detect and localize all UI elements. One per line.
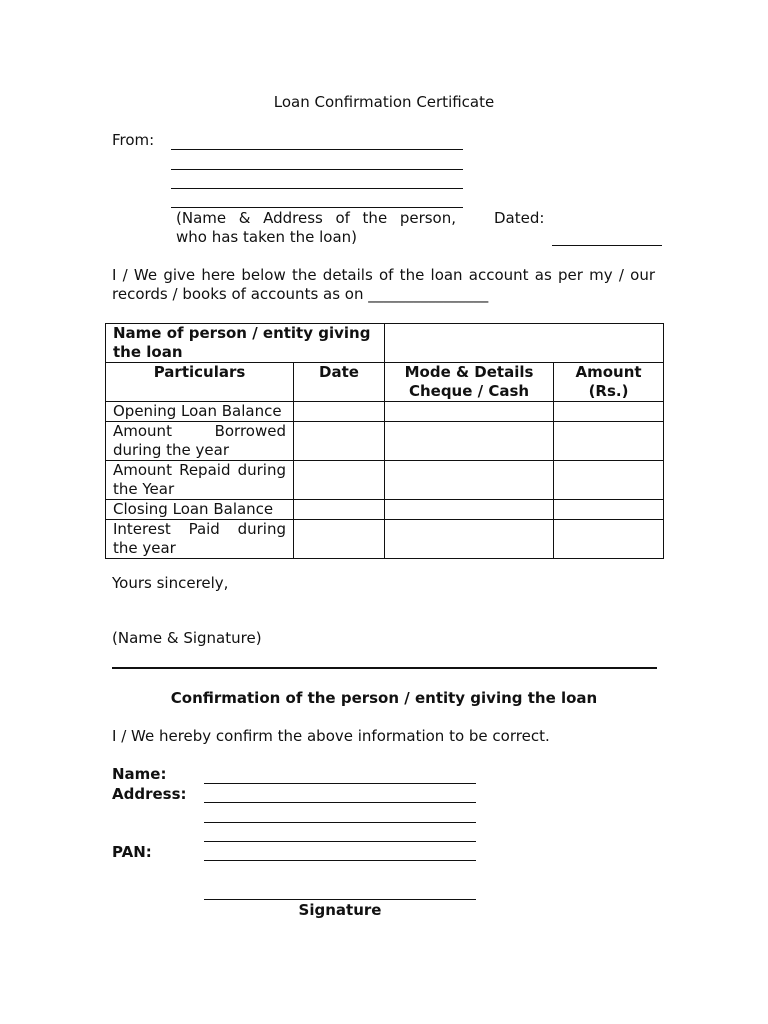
address-label: Address:: [112, 785, 187, 803]
section-divider: [112, 667, 657, 669]
from-line-2[interactable]: [171, 169, 463, 170]
header-date: Date: [294, 363, 385, 402]
name-label: Name:: [112, 765, 167, 783]
cell-amount[interactable]: [554, 461, 664, 500]
cell-date[interactable]: [294, 402, 385, 422]
table-row: [106, 422, 664, 461]
cell-amount[interactable]: [554, 422, 664, 461]
table-row: [106, 402, 664, 422]
header-amount: Amount (Rs.): [554, 363, 664, 402]
dated-line[interactable]: [552, 245, 662, 246]
confirmation-statement: I / We hereby confirm the above information to be correct.: [112, 727, 550, 745]
intro-line-1: I / We give here below the details of the loan account as per my / our: [112, 266, 655, 284]
loan-details-table: [105, 323, 664, 559]
cell-date[interactable]: [294, 461, 385, 500]
cell-mode[interactable]: [385, 402, 554, 422]
page-title: Loan Confirmation Certificate: [273, 93, 495, 111]
cell-amount[interactable]: [554, 500, 664, 520]
from-label: From:: [112, 131, 155, 149]
dated-label: Dated:: [494, 209, 545, 227]
table-row: [106, 461, 664, 500]
cell-mode[interactable]: [385, 461, 554, 500]
cell-date[interactable]: [294, 500, 385, 520]
cell-date[interactable]: [294, 520, 385, 559]
lender-value-cell[interactable]: [385, 324, 664, 363]
from-line-4[interactable]: [171, 207, 463, 208]
address-line-2[interactable]: [204, 822, 476, 823]
address-line-1[interactable]: [204, 802, 476, 803]
signature-line[interactable]: [204, 899, 476, 900]
row-label-amount-repaid: Amount Repaid during the Year: [106, 461, 294, 500]
address-line-3[interactable]: [204, 841, 476, 842]
header-mode-details: Mode & Details Cheque / Cash: [385, 363, 554, 402]
table-row: [106, 500, 664, 520]
lender-label-cell: Name of person / entity giving the loan: [106, 324, 385, 363]
cell-amount[interactable]: [554, 520, 664, 559]
table-header-row: [106, 363, 664, 402]
from-note-line-2: who has taken the loan): [176, 228, 358, 246]
table-row: [106, 520, 664, 559]
yours-sincerely: Yours sincerely,: [112, 574, 229, 592]
intro-line-2: records / books of accounts as on ________________: [112, 285, 489, 303]
signature-label: Signature: [298, 901, 382, 919]
header-particulars: Particulars: [106, 363, 294, 402]
cell-date[interactable]: [294, 422, 385, 461]
cell-mode[interactable]: [385, 500, 554, 520]
from-note-line-1: (Name & Address of the person,: [176, 209, 456, 227]
from-line-3[interactable]: [171, 188, 463, 189]
row-label-opening-balance: Opening Loan Balance: [106, 402, 294, 422]
row-label-amount-borrowed: Amount Borrowed during the year: [106, 422, 294, 461]
table-row: [106, 324, 664, 363]
cell-mode[interactable]: [385, 520, 554, 559]
pan-label: PAN:: [112, 843, 152, 861]
name-signature-note: (Name & Signature): [112, 629, 262, 647]
pan-line[interactable]: [204, 860, 476, 861]
row-label-closing-balance: Closing Loan Balance: [106, 500, 294, 520]
confirmation-heading: Confirmation of the person / entity giving the loan: [170, 689, 598, 707]
name-line[interactable]: [204, 783, 476, 784]
from-line-1[interactable]: [171, 149, 463, 150]
cell-mode[interactable]: [385, 422, 554, 461]
cell-amount[interactable]: [554, 402, 664, 422]
row-label-interest-paid: Interest Paid during the year: [106, 520, 294, 559]
